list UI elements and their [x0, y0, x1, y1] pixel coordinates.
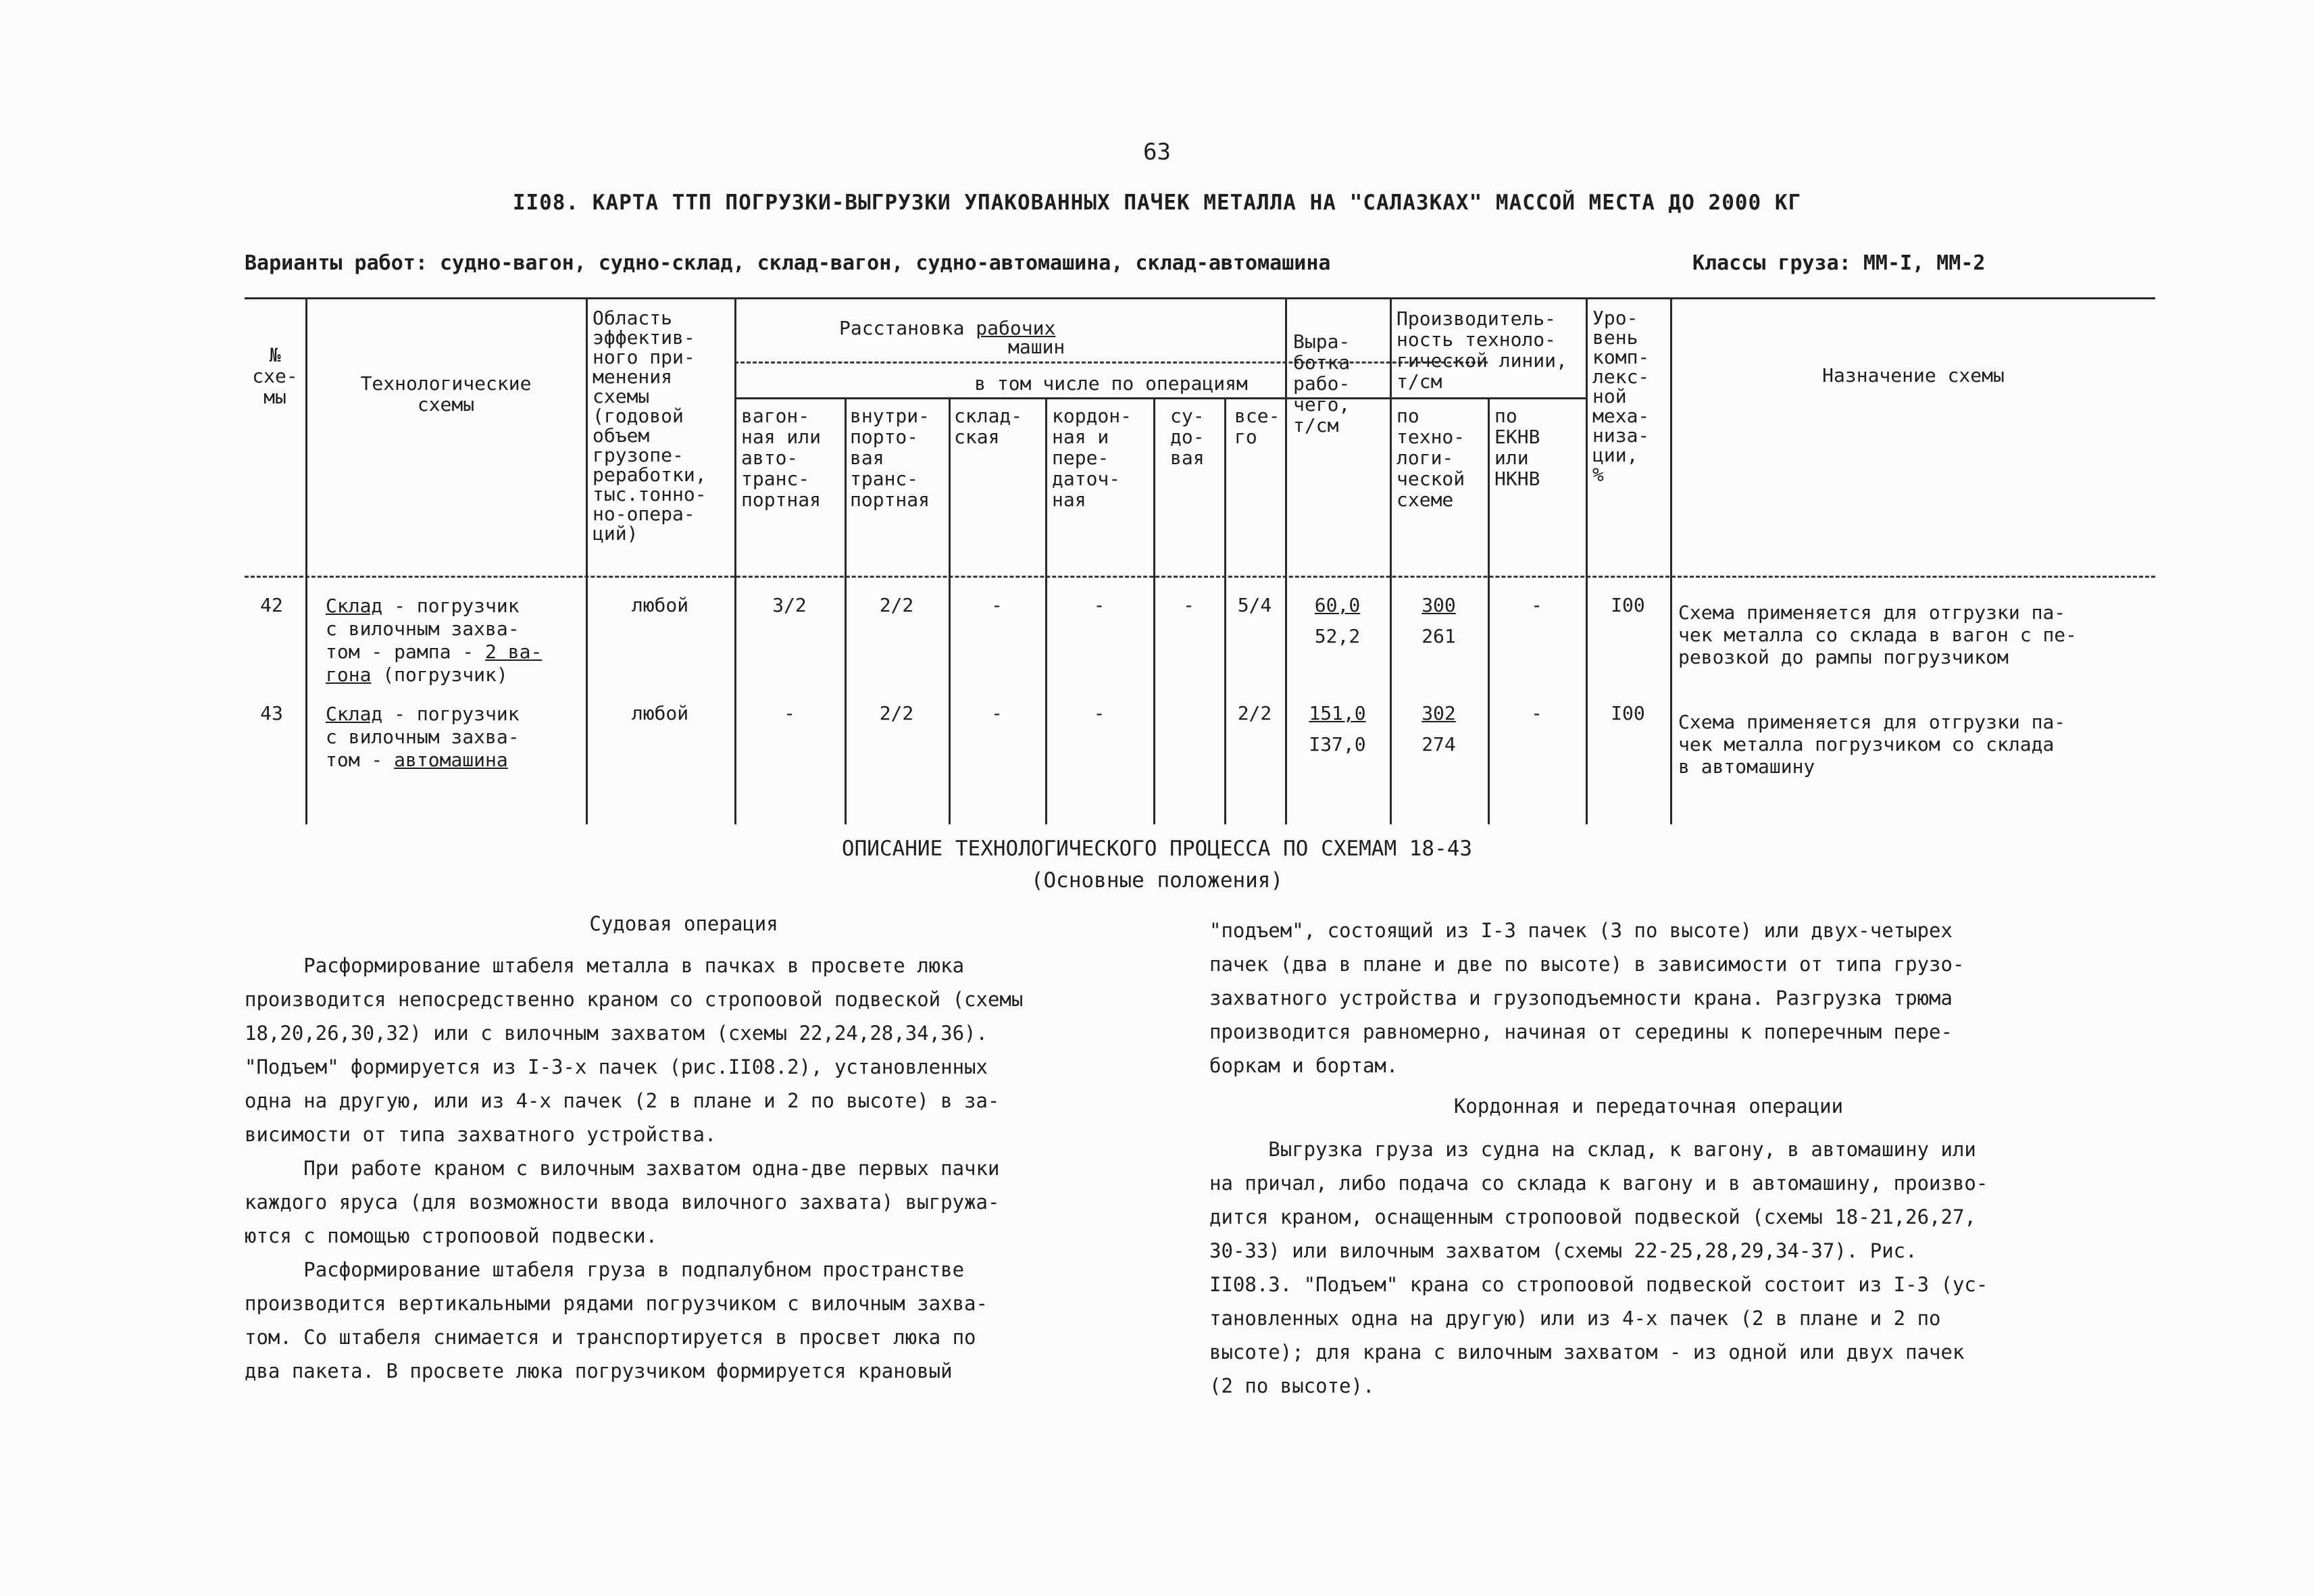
- ship-operation-text: Расформирование штабеля металла в пачках в просвете люка производится непосредственно краном со стропоовой подвеской (схемы 18,20,26,30,32) или с вилочным захватом (схемы 22,24,28,34,36). "Подъем" формируется из I-3-х пачек (рис.II08.2), установленных одна на другую, или из 4-х пачек (2 в плане и 2 по высоте) в за- висимости от типа захватного устройства. При работе краном с вилочным захватом одна-две первых пачки каждого яруса (для возможности ввода вилочного захвата) выгружа- ются с помощью стропоовой подвески. Расформирование штабеля груза в подпалубном пространстве производится вертикальными рядами погрузчиком с вилочным захва- том. Со штабеля снимается и транспортируется в просвет люка по два пакета. В просвете люка погрузчиком формируется крановый: [245, 954, 1024, 1382]
- cargo-classes: Классы груза: ММ-I, ММ-2: [1692, 251, 1986, 275]
- header-output: Выра- ботка рабо- чего, т/см: [1293, 330, 1351, 437]
- header-warehouse: склад- ская: [954, 405, 1023, 448]
- description-subtitle: (Основные положения): [1030, 868, 1284, 893]
- header-bottom-border: [245, 576, 2155, 578]
- row-43-purpose: Схема применяется для отгрузки па- чек металла погрузчиком со склада в автомашину: [1678, 711, 2066, 778]
- header-total: все- го: [1234, 405, 1280, 448]
- header-effective-area: Область эффектив- ного при- менения схемы (годовой объем грузопе- реработки, тыс.тонно- но-опера- ций): [593, 307, 707, 545]
- row-42-tech-link: гона: [326, 664, 372, 686]
- row-42-total: 5/4: [1237, 594, 1272, 616]
- description-title: ОПИСАНИЕ ТЕХНОЛОГИЧЕСКОГО ПРОЦЕССА ПО СХЕМАМ 18-43: [841, 837, 1473, 861]
- row-42-eknv: -: [1531, 594, 1542, 616]
- header-including: в том числе по операциям: [974, 372, 1248, 395]
- row-43-number: 43: [260, 702, 283, 724]
- work-variants: Варианты работ: судно-вагон, судно-склад, склад-вагон, судно-автомашина, склад-автомашина: [245, 251, 1331, 275]
- row-42-tech-text: том - рампа -: [326, 641, 486, 663]
- row-42-area: любой: [631, 594, 689, 616]
- header-scheme-number: № схе- мы: [252, 344, 298, 408]
- row-43-tech-scheme: [326, 703, 520, 772]
- header-placement-text: Расстановка: [839, 317, 965, 339]
- page-title: II08. КАРТА ТТП ПОГРУЗКИ-ВЫГРУЗКИ УПАКОВАННЫХ ПАЧЕК МЕТАЛЛА НА "САЛАЗКАХ" МАССОЙ МЕСТА ДО 2000 КГ: [512, 191, 1802, 215]
- row-42-output-bottom: 52,2: [1314, 625, 1361, 647]
- col-divider: [1586, 297, 1588, 824]
- row-43-output-bottom: I37,0: [1309, 733, 1366, 755]
- row-43-tech-link: Склад: [326, 703, 383, 725]
- row-43-wagon: -: [784, 702, 795, 724]
- row-42-ship: -: [1183, 594, 1194, 616]
- row-42-tech-text: (погрузчик): [371, 664, 508, 686]
- row-42-tech-scheme: [326, 595, 542, 687]
- header-inner: внутри- порто- вая транс- портная: [850, 405, 930, 511]
- ship-operation-heading: Судовая операция: [589, 912, 778, 935]
- row-42-prod-bottom: 261: [1422, 625, 1456, 647]
- right-column-text-top: "подъем", состоящий из I-3 пачек (3 по высоте) или двух-четырех пачек (два в плане и две по высоте) в зависимости от типа грузо- захватного устройства и грузоподъемности крана. Разгрузка трюма производится равномерно, начиная от середины к поперечным пере- боркам и бортам.: [1209, 919, 1965, 1077]
- row-43-prod-bottom: 274: [1422, 733, 1456, 755]
- row-43-tech-text: с вилочным захва-: [326, 726, 520, 748]
- header-placement-link: рабочих: [976, 317, 1056, 339]
- row-43-tech-link: автомашина: [394, 749, 508, 771]
- cordon-operation-text: Выгрузка груза из судна на склад, к вагону, в автомашину или на причал, либо подача со склада к вагону и в автомашину, произво- дится краном, оснащенным стропоовой подвеской (схемы 18-21,26,27, 30-33) или вилочным захватом (схемы 22-25,28,29,34-37). Рис. II08.3. "Подъем" крана со стропоовой подвеской состоит из I-3 (ус- тановленных одна на другую) или из 4-х пачек (2 в плане и 2 по высоте); для крана с вилочным захватом - из одной или двух пачек (2 по высоте).: [1209, 1138, 1988, 1397]
- header-cordon: кордон- ная и пере- даточ- ная: [1052, 405, 1132, 511]
- row-43-inner: 2/2: [879, 702, 914, 724]
- header-mechanization-level: Уро- вень комп- лекс- ной меха- низа- ции, %: [1592, 307, 1650, 486]
- header-productivity: Производитель- ность техноло- гической линии, т/см: [1397, 307, 1567, 393]
- col-divider: [586, 297, 588, 824]
- placement-divider: [734, 361, 1488, 364]
- row-43-tech-text: - погрузчик: [382, 703, 520, 725]
- operations-divider: [734, 397, 1488, 399]
- header-by-eknv: по ЕКНВ или НКНВ: [1494, 405, 1540, 490]
- table-top-border: [245, 297, 2155, 299]
- row-42-number: 42: [260, 594, 283, 616]
- row-42-wagon: 3/2: [772, 594, 807, 616]
- schemes-table: [245, 297, 2155, 824]
- row-42-prod-top: 300: [1422, 594, 1456, 616]
- header-tech-schemes: Технологические схемы: [360, 372, 532, 416]
- row-42-tech-text: с вилочным захва-: [326, 618, 520, 640]
- row-42-tech-link: Склад: [326, 595, 383, 617]
- row-42-warehouse: -: [991, 594, 1003, 616]
- row-42-output-top: 60,0: [1314, 594, 1361, 616]
- row-42-level: I00: [1611, 594, 1645, 616]
- row-43-cordon: -: [1093, 702, 1105, 724]
- row-43-prod-top: 302: [1422, 702, 1456, 724]
- header-by-scheme: по техно- логи- ческой схеме: [1397, 405, 1465, 511]
- header-purpose: Назначение схемы: [1822, 364, 2005, 386]
- header-wagon: вагон- ная или авто- транс- портная: [741, 405, 822, 511]
- cordon-operation-heading: Кордонная и передаточная операции: [1453, 1095, 1844, 1118]
- row-43-total: 2/2: [1237, 702, 1272, 724]
- header-ship: су- до- вая: [1170, 405, 1205, 469]
- row-43-eknv: -: [1531, 702, 1542, 724]
- row-43-area: любой: [631, 702, 689, 724]
- row-42-tech-text: - погрузчик: [382, 595, 520, 617]
- row-42-purpose: Схема применяется для отгрузки па- чек металла со склада в вагон с пе- ревозкой до рампы погрузчиком: [1678, 601, 2078, 668]
- row-43-tech-text: том -: [326, 749, 395, 771]
- header-placement-machines: машин: [1008, 336, 1065, 358]
- row-42-cordon: -: [1093, 594, 1105, 616]
- row-42-tech-link: 2 ва-: [485, 641, 543, 663]
- page-number: 63: [1143, 139, 1171, 166]
- row-42-inner: 2/2: [879, 594, 914, 616]
- row-43-warehouse: -: [991, 702, 1003, 724]
- row-43-output-top: 151,0: [1309, 702, 1366, 724]
- row-43-level: I00: [1611, 702, 1645, 724]
